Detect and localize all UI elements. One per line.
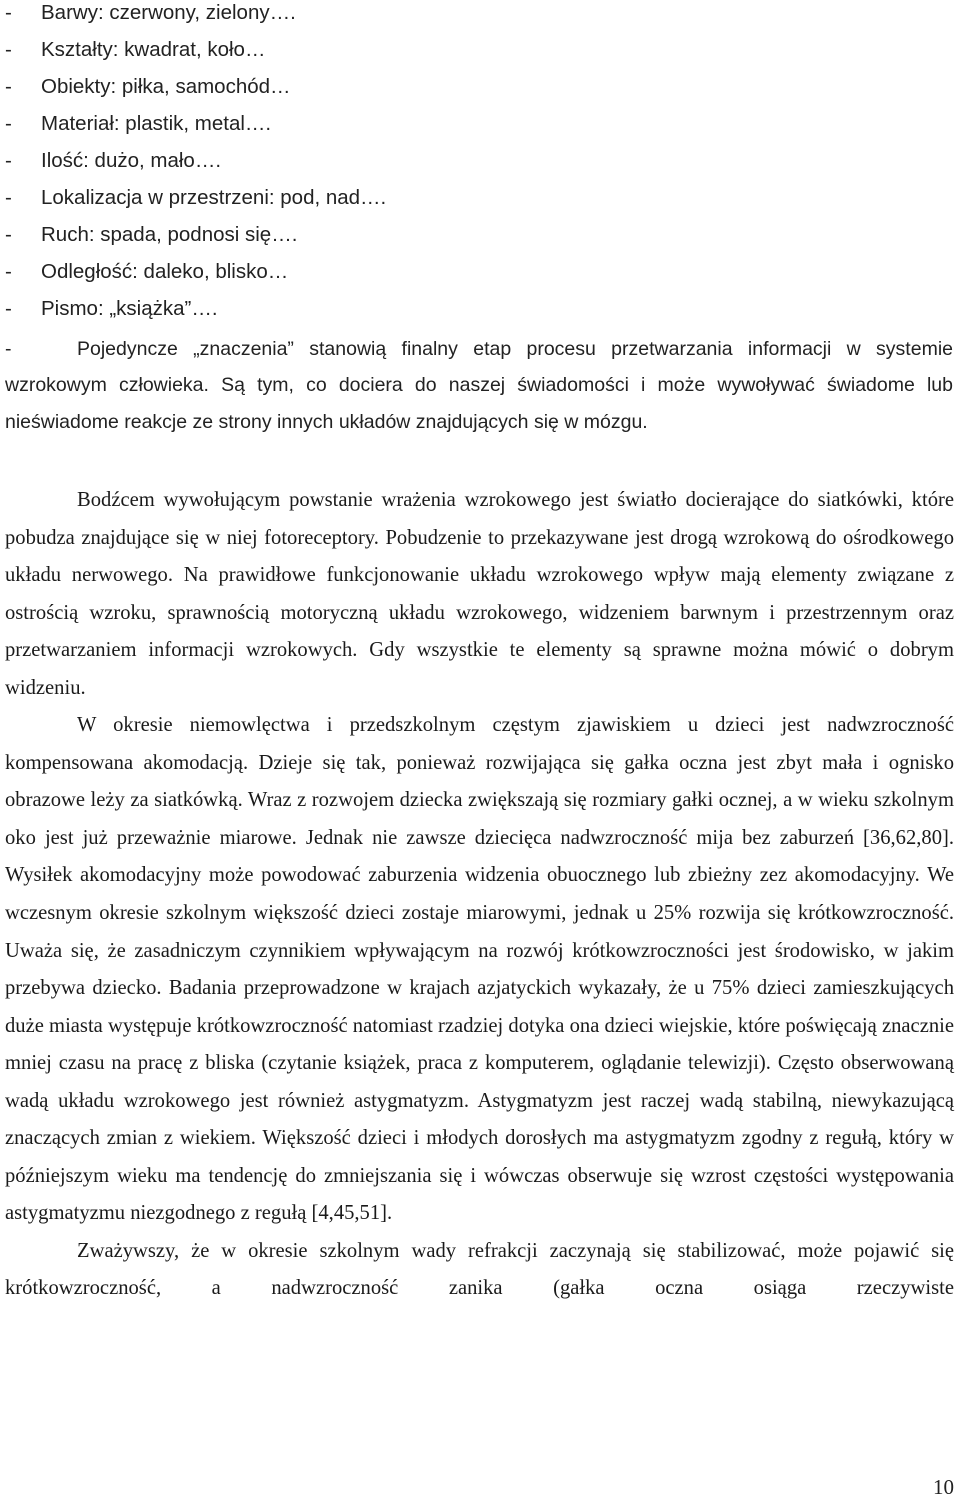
body-paragraph: W okresie niemowlęctwa i przedszkolnym częstym zjawiskiem u dzieci jest nadwzroczność kompensowana akomodacją. Dzieje się tak, ponieważ rozwijająca się gałka oczna jest zbyt mała i ognisko obrazowe leży za siatkówką. Wraz z rozwojem dziecka zwiększają się rozmiary gałki ocznej, a w wieku szkolnym oko jest już przeważnie miarowe. Jednak nie zawsze dziecięca nadwzroczność mija bez zaburzeń [36,62,80]. Wysiłek akomodacyjny może powodować zaburzenia widzenia obuocznego lub zbieżny zez akomodacyjny. We wczesnym okresie szkolnym większość dzieci zostaje miarowymi, jednak u 25% rozwija się krótkowzroczność. Uważa się, że zasadniczym czynnikiem wpływającym na rozwój krótkowzroczności jest środowisko, w jakim przebywa dziecko. Badania przeprowadzone w krajach azjatyckich wykazały, że u 75% dzieci zamieszkujących duże miasta występuje krótkowzroczność natomiast rzadziej dotyka ona dzieci wiejskie, które poświęcają znacznie mniej czasu na pracę z bliska (czytanie książek, praca z komputerem, oglądanie telewizji). Często obserwowaną wadą układu wzrokowego jest również astygmatyzm. Astygmatyzm jest raczej wadą stabilną, niewykazującą znaczących zmian z wiekiem. Większość dzieci i młodych dorosłych ma astygmatyzm zgodny z regułą, który w późniejszym wieku ma tendencję do zmniejszania się i wówczas obserwuje się wzrost częstości występowania astygmatyzmu niezgodnego z regułą [4,45,51]. <box>5 714 954 1225</box>
list-dash: - <box>5 112 12 135</box>
list-item-text: Ilość: dużo, mało…. <box>41 149 222 172</box>
list-dash: - <box>5 1 12 24</box>
list-item <box>5 142 955 179</box>
intro-dash: - <box>5 338 12 360</box>
list-dash: - <box>5 149 12 172</box>
intro-paragraph-text: Pojedyncze „znaczenia” stanowią finalny etap procesu przetwarzania informacji w systemie wzrokowym człowieka. Są tym, co dociera do naszej świadomości i może wywoływać świadome lub nieświadome reakcje ze strony innych układów znajdujących się w mózgu. <box>5 338 953 433</box>
intro-paragraph <box>5 331 953 440</box>
body-paragraph: Bodźcem wywołującym powstanie wrażenia wzrokowego jest światło docierające do siatkówki, które pobudza znajdujące się w niej fotoreceptory. Pobudzenie to przekazywane jest drogą wzrokową do ośrodkowego układu nerwowego. Na prawidłowe funkcjonowanie układu wzrokowego wpływ mają elementy związane z ostrością wzroku, sprawnością motoryczną układu wzrokowego, widzeniem barwnym i przestrzennym oraz przetwarzaniem informacji wzrokowych. Gdy wszystkie te elementy są sprawne można mówić o dobrym widzeniu. <box>5 489 954 699</box>
list-item <box>5 253 955 290</box>
list-dash: - <box>5 223 12 246</box>
feature-list <box>5 0 955 327</box>
list-dash: - <box>5 260 12 283</box>
list-dash: - <box>5 186 12 209</box>
body-text <box>5 482 954 1308</box>
list-item-text: Odległość: daleko, blisko… <box>41 260 289 283</box>
list-item <box>5 179 955 216</box>
list-item-text: Materiał: plastik, metal…. <box>41 112 272 135</box>
list-item-text: Obiekty: piłka, samochód… <box>41 75 291 98</box>
body-paragraph: Zważywszy, że w okresie szkolnym wady refrakcji zaczynają się stabilizować, może pojawić się krótkowzroczność, a nadwzroczność zanika (gałka oczna osiąga rzeczywiste <box>5 1239 954 1300</box>
list-item <box>5 0 955 31</box>
list-item <box>5 68 955 105</box>
list-item-text: Ruch: spada, podnosi się…. <box>41 223 298 246</box>
list-item <box>5 31 955 68</box>
list-dash: - <box>5 75 12 98</box>
list-item-text: Kształty: kwadrat, koło… <box>41 38 266 61</box>
list-item <box>5 216 955 253</box>
page-number: 10 <box>933 1475 954 1499</box>
list-item-text: Pismo: „książka”…. <box>41 297 218 320</box>
list-item <box>5 105 955 142</box>
list-dash: - <box>5 297 12 320</box>
list-dash: - <box>5 38 12 61</box>
list-item-text: Barwy: czerwony, zielony…. <box>41 1 296 24</box>
list-item <box>5 290 955 327</box>
list-item-text: Lokalizacja w przestrzeni: pod, nad…. <box>41 186 387 209</box>
